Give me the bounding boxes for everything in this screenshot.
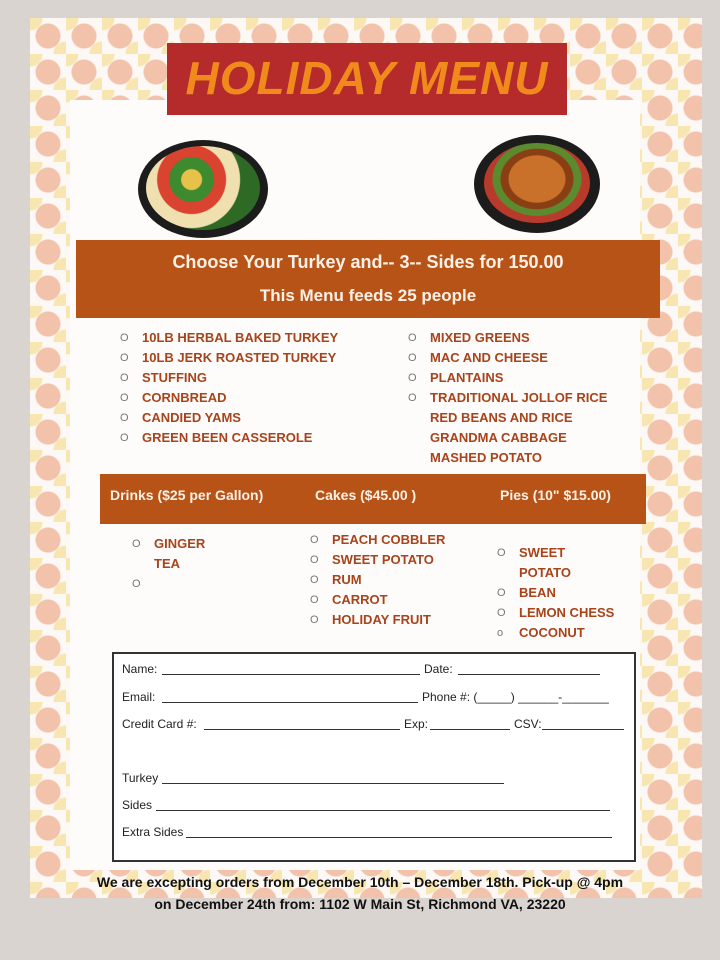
csv-field[interactable] (542, 729, 624, 730)
list-item: RED BEANS AND RICE (430, 410, 573, 425)
vegetable-platter-image (138, 140, 268, 238)
footer-line-1: We are excepting orders from December 10th – December 18th. Pick-up @ 4pm (96, 874, 624, 890)
sides-field[interactable] (156, 810, 610, 811)
list-item: POTATO (519, 565, 571, 580)
list-item: O BEAN (497, 585, 556, 600)
footer-line-2: on December 24th from: 1102 W Main St, Richmond VA, 23220 (154, 896, 566, 912)
email-field[interactable] (162, 702, 418, 703)
list-item: TEA (154, 556, 180, 571)
exp-label: Exp: (404, 717, 429, 731)
list-item: O GINGER (132, 536, 206, 551)
list-item: O TRADITIONAL JOLLOF RICE (408, 390, 608, 405)
drinks-list: O GINGER TEA O (132, 536, 206, 590)
turkey-field[interactable] (162, 783, 504, 784)
turkey-side-list-left (118, 328, 338, 448)
credit-card-field[interactable] (204, 729, 400, 730)
date-field[interactable] (458, 674, 600, 675)
name-field[interactable] (162, 674, 420, 675)
list-item: MASHED POTATO (430, 450, 542, 465)
list-item: O CORNBREAD (120, 390, 227, 405)
phone-field[interactable]: Phone #: (_____) ______-_______ (422, 690, 609, 704)
list-item: O CANDIED YAMS (120, 410, 241, 425)
roast-turkey-image (474, 135, 600, 233)
extra-sides-field[interactable] (186, 837, 612, 838)
pies-heading: Pies (10" $15.00) (500, 487, 611, 503)
list-item: O LEMON CHESS (497, 605, 615, 620)
date-label: Date: (424, 662, 453, 676)
list-item: O PEACH COBBLER (310, 532, 446, 547)
email-label: Email: (122, 690, 156, 704)
list-item: O MAC AND CHEESE (408, 350, 548, 365)
list-item: O MIXED GREENS (408, 330, 530, 345)
list-item: O RUM (310, 572, 362, 587)
offer-line-1: Choose Your Turkey and-- 3-- Sides for 150.00 (172, 252, 564, 272)
list-item: O SWEET POTATO (310, 552, 434, 567)
list-item: O SWEET (497, 545, 566, 560)
csv-label: CSV: (514, 717, 542, 731)
list-item: O 10LB JERK ROASTED TURKEY (120, 350, 337, 365)
pies-list (495, 543, 614, 643)
list-item: O STUFFING (120, 370, 207, 385)
cakes-heading: Cakes ($45.00 ) (315, 487, 417, 503)
list-item: GRANDMA CABBAGE (430, 430, 567, 445)
credit-card-label: Credit Card #: (122, 717, 197, 731)
order-form (112, 652, 636, 862)
title-banner (167, 43, 567, 115)
turkey-label: Turkey (122, 771, 159, 785)
extra-sides-label: Extra Sides (122, 825, 184, 839)
list-item: O GREEN BEEN CASSEROLE (120, 430, 313, 445)
side-list-right (406, 328, 607, 468)
list-item: O 10LB HERBAL BAKED TURKEY (120, 330, 339, 345)
offer-line-2: This Menu feeds 25 people (259, 286, 477, 305)
offer-banner (76, 240, 660, 318)
list-item: o COCONUT (497, 625, 585, 640)
category-banner (100, 474, 646, 524)
drinks-heading: Drinks ($25 per Gallon) (110, 487, 264, 503)
list-item: O PLANTAINS (408, 370, 504, 385)
list-item: O CARROT (310, 592, 388, 607)
sides-label: Sides (122, 798, 153, 812)
exp-field[interactable] (430, 729, 510, 730)
cakes-list (308, 530, 445, 630)
name-label: Name: (122, 662, 158, 676)
list-item: O HOLIDAY FRUIT (310, 612, 431, 627)
page-title: HOLIDAY MENU (185, 52, 549, 104)
